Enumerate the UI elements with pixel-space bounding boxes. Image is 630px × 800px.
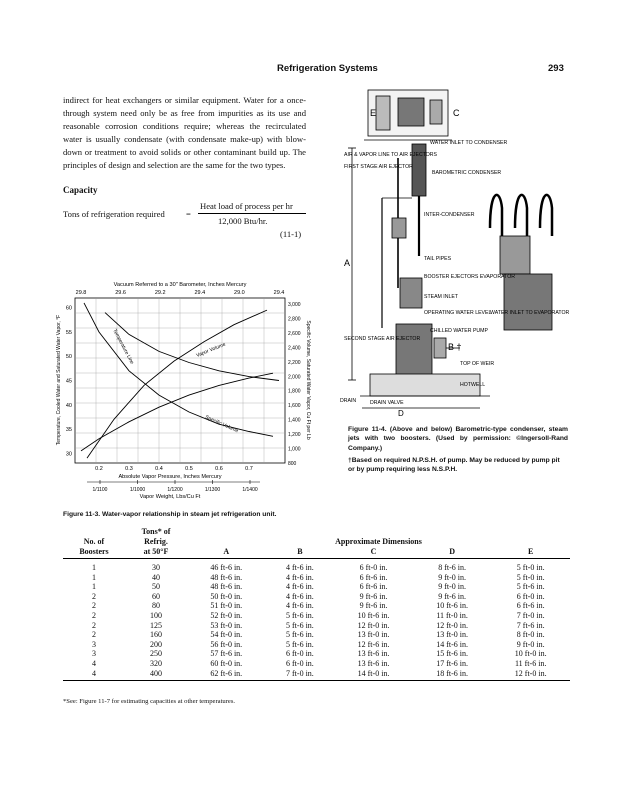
capacity-heading: Capacity xyxy=(63,185,98,195)
page-number: 293 xyxy=(548,63,564,74)
plan-ejector xyxy=(376,96,390,130)
table-cell: 6 ft-6 in. xyxy=(359,572,388,582)
x-tick-label: 0.4 xyxy=(155,466,163,472)
label-steam-inlet: STEAM INLET xyxy=(424,294,459,300)
right-tick-label: 1,200 xyxy=(288,432,301,439)
table-cell: 5 ft-6 in. xyxy=(286,639,314,649)
bottom-tick-label: 1/1200 xyxy=(167,487,183,493)
table-cell: 2 xyxy=(92,610,96,620)
table-row xyxy=(63,630,570,640)
figure-11-4-note: †Based on required N.P.S.H. of pump. May be reduced by pump pit or by pump requiring less N.S.P.H. xyxy=(348,457,560,474)
table-cell: 5 ft-6 in. xyxy=(516,582,545,592)
table-cell: 9 ft-0 in. xyxy=(516,639,545,649)
side-view-ejector xyxy=(500,236,530,274)
bottom-tick-label: 1/1400 xyxy=(242,487,258,493)
table-cell: 11 ft-0 in. xyxy=(436,610,468,620)
header-b: B xyxy=(266,547,335,559)
label-water-inlet-condenser: WATER INLET TO CONDENSER xyxy=(430,140,508,146)
label-first-stage: FIRST STAGE AIR EJECTOR xyxy=(344,164,413,170)
evaporator-body xyxy=(396,324,432,380)
chilled-water-pump xyxy=(434,338,446,358)
table-cell: 1 xyxy=(92,563,96,572)
equation-number: (11-1) xyxy=(280,229,302,239)
table-cell: 13 ft-6 in. xyxy=(357,658,390,668)
curve-label-specific-volume: Specific Volume xyxy=(204,414,240,435)
table-row xyxy=(63,669,570,681)
table-row xyxy=(63,659,570,669)
right-tick-label: 800 xyxy=(288,461,297,467)
header-d: D xyxy=(413,547,492,559)
table-cell: 48 ft-6 in. xyxy=(210,582,243,592)
table-cell: 54 ft-0 in. xyxy=(210,630,243,640)
table-cell: 160 xyxy=(150,630,162,640)
table-cell: 80 xyxy=(152,601,160,611)
label-tail-pipes: TAIL PIPES xyxy=(424,256,452,262)
right-tick-label: 1,800 xyxy=(288,388,301,395)
fraction-bar xyxy=(198,213,306,214)
header-tons-1: Tons* of xyxy=(141,527,171,536)
left-tick-label: 40 xyxy=(65,402,72,409)
figure-11-3-caption: Figure 11-3. Water-vapor relationship in steam jet refrigeration unit. xyxy=(63,511,277,518)
table-cell: 125 xyxy=(150,620,162,630)
right-ticks xyxy=(288,302,301,467)
table-row xyxy=(63,649,570,659)
table-cell: 12 ft-6 in. xyxy=(357,639,390,649)
label-second-stage: SECOND STAGE AIR EJECTOR xyxy=(344,336,421,342)
table-cell: 7 ft-6 in. xyxy=(516,620,545,630)
table-cell: 5 ft-6 in. xyxy=(286,630,314,640)
label-drain: DRAIN xyxy=(340,398,357,404)
inter-condenser xyxy=(392,218,406,238)
table-cell: 62 ft-6 in. xyxy=(187,669,266,681)
left-ticks xyxy=(66,306,72,458)
table-cell: 50 ft-0 in. xyxy=(210,591,243,601)
x-tick-label: 0.3 xyxy=(125,466,133,472)
table-cell: 51 ft-0 in. xyxy=(210,601,243,611)
table-row xyxy=(63,640,570,650)
body-paragraph: indirect for heat exchangers or similar equipment. Water for a once-through system need only be as free from impurities as its use and reasonable corrosion conditions require; whereas the recirculated water is usually condensate (with condensate make-up) with blow-down or treatment to avoid solids or other contaminant build up. The principles of design and selection are the same for the two types. xyxy=(63,95,306,170)
table-cell: 13 ft-6 in. xyxy=(357,649,390,659)
left-tick-label: 55 xyxy=(65,329,72,336)
right-tick-label: 2,600 xyxy=(288,330,301,337)
table-cell: 5 ft-0 in. xyxy=(516,563,545,572)
label-operating-water-level: OPERATING WATER LEVEL xyxy=(424,310,492,316)
table-row xyxy=(63,592,570,602)
top-tick-label: 29.4 xyxy=(273,290,285,296)
table-cell: 200 xyxy=(150,639,162,649)
label-air-vapor-line: AIR & VAPOR LINE TO AIR EJECTORS xyxy=(344,152,438,158)
top-axis-label: Vacuum Referred to a 30" Barometer, Inches Mercury xyxy=(113,282,247,288)
x-tick-label: 0.5 xyxy=(185,466,193,472)
table-cell: 6 ft-0 in. xyxy=(359,563,388,572)
top-tick-label: 29.2 xyxy=(154,290,166,296)
right-tick-label: 1,600 xyxy=(288,403,301,410)
table-cell: 11 ft-6 in. xyxy=(514,658,547,668)
curve-label-temperature: Temperature Line xyxy=(111,328,135,366)
header-tons-3: at 50°F xyxy=(125,547,187,559)
table-cell: 12 ft-0 in. xyxy=(491,669,570,681)
right-tick-label: 3,000 xyxy=(288,302,301,308)
equation-numerator: Heat load of process per hr xyxy=(200,201,293,211)
table-cell: 13 ft-0 in. xyxy=(436,630,468,640)
bottom-tick-label: 1/1100 xyxy=(92,487,108,493)
header-c: C xyxy=(334,547,413,559)
water-vapor-chart xyxy=(55,278,315,503)
top-tick-label: 29.8 xyxy=(75,290,87,296)
side-view-evaporator xyxy=(504,274,552,330)
label-c: C xyxy=(453,108,460,118)
left-tick-label: 45 xyxy=(65,378,72,385)
table-cell: 18 ft-6 in. xyxy=(413,669,492,681)
table-cell: 6 ft-0 in. xyxy=(286,658,314,668)
table-cell: 1 xyxy=(92,572,96,582)
table-cell: 57 ft-6 in. xyxy=(210,649,243,659)
table-cell: 9 ft-6 in. xyxy=(359,591,388,601)
table-cell: 8 ft-6 in. xyxy=(438,563,466,572)
table-cell: 8 ft-0 in. xyxy=(516,630,545,640)
right-tick-label: 2,800 xyxy=(288,316,301,323)
table-row xyxy=(63,611,570,621)
top-tick-label: 29.6 xyxy=(115,290,126,296)
header-approx-dimensions: Approximate Dimensions xyxy=(335,537,422,546)
table-footnote: *See: Figure 11-7 for estimating capacities at other temperatures. xyxy=(63,698,236,705)
table-cell: 60 ft-0 in. xyxy=(210,658,243,668)
table-cell: 13 ft-0 in. xyxy=(357,630,390,640)
header-a: A xyxy=(187,547,266,559)
table-cell: 6 ft-0 in. xyxy=(286,649,314,659)
table-cell: 15 ft-6 in. xyxy=(436,649,468,659)
right-tick-label: 1,000 xyxy=(288,446,301,453)
header-tons-2: Refrig. xyxy=(144,537,168,546)
side-view-pipes xyxy=(490,195,552,236)
table-cell: 12 ft-0 in. xyxy=(436,620,468,630)
y-axis-label-right: Specific Volume, Saturated Water Vapor, Cu Ft per Lb xyxy=(305,320,311,440)
x-tick-label: 0.7 xyxy=(245,466,253,472)
table-cell: 48 ft-6 in. xyxy=(210,572,243,582)
table-cell: 3 xyxy=(92,649,96,659)
table-cell: 14 ft-0 in. xyxy=(334,669,413,681)
bottom-tick-label: 1/1000 xyxy=(129,487,146,493)
right-tick-label: 2,000 xyxy=(288,374,301,381)
table-row xyxy=(63,582,570,592)
table-cell: 9 ft-0 in. xyxy=(438,572,466,582)
header-e: E xyxy=(491,547,570,559)
curve-label-vapor-volume: Vapor Volume xyxy=(195,341,227,359)
label-inter-condenser: INTER-CONDENSER xyxy=(424,212,475,218)
bottom-tick-label: 1/1300 xyxy=(204,487,221,493)
table-cell: 5 ft-6 in. xyxy=(286,620,314,630)
top-tick-label: 29.4 xyxy=(194,290,206,296)
label-water-inlet-evaporator: WATER INLET TO EVAPORATOR xyxy=(490,310,570,316)
table-row xyxy=(63,573,570,583)
label-b: B † xyxy=(448,342,462,352)
table-cell: 10 ft-6 in. xyxy=(357,610,390,620)
label-d: D xyxy=(398,409,404,418)
table-cell: 10 ft-6 in. xyxy=(436,601,468,611)
table-row xyxy=(63,601,570,611)
table-cell: 50 xyxy=(152,582,160,592)
table-cell: 9 ft-0 in. xyxy=(438,582,466,592)
table-cell: 2 xyxy=(92,591,96,601)
table-cell: 12 ft-0 in. xyxy=(357,620,390,630)
top-tick-label: 29.0 xyxy=(234,290,245,296)
equation-denominator: 12,000 Btu/hr. xyxy=(218,216,268,226)
table-cell: 320 xyxy=(150,658,162,668)
table-cell: 53 ft-0 in. xyxy=(210,620,243,630)
right-tick-label: 2,200 xyxy=(288,359,301,366)
table-cell: 2 xyxy=(92,630,96,640)
table-cell: 2 xyxy=(92,601,96,611)
table-cell: 6 ft-0 in. xyxy=(516,591,545,601)
table-cell: 5 ft-0 in. xyxy=(516,572,545,582)
label-drain-valve: DRAIN VALVE xyxy=(370,400,404,406)
right-tick-label: 1,400 xyxy=(288,417,301,424)
table-cell: 1 xyxy=(92,582,96,592)
table-cell: 40 xyxy=(152,572,160,582)
table-cell: 60 xyxy=(152,591,160,601)
label-a: A xyxy=(344,258,351,268)
table-cell: 10 ft-0 in. xyxy=(514,649,547,659)
left-tick-label: 50 xyxy=(65,354,72,361)
table-cell: 2 xyxy=(92,620,96,630)
barometric-condenser-diagram xyxy=(340,88,570,418)
table-cell: 3 xyxy=(92,639,96,649)
table-cell: 4 ft-6 in. xyxy=(286,563,314,572)
table-cell: 9 ft-6 in. xyxy=(438,591,466,601)
table-cell: 4 xyxy=(92,658,96,668)
table-cell: 17 ft-6 in. xyxy=(436,658,468,668)
top-ticks xyxy=(76,290,285,296)
left-tick-label: 35 xyxy=(65,427,72,434)
booster-ejector xyxy=(400,278,422,308)
table-cell: 4 ft-6 in. xyxy=(286,572,314,582)
table-cell: 6 ft-6 in. xyxy=(359,582,388,592)
equation-equals: = xyxy=(186,209,191,219)
plan-pump xyxy=(430,100,442,124)
table-cell: 9 ft-6 in. xyxy=(359,601,388,611)
label-booster-ejectors: BOOSTER EJECTORS EVAPORATOR xyxy=(424,274,515,280)
right-tick-label: 2,400 xyxy=(288,345,301,352)
left-tick-label: 60 xyxy=(65,305,72,312)
table-cell: 4 ft-6 in. xyxy=(286,582,314,592)
y-axis-label-left: Temperature, Cooled Water and Saturated Water Vapor, °F xyxy=(56,314,62,446)
table-cell: 7 ft-0 in. xyxy=(266,669,335,681)
table-cell: 14 ft-6 in. xyxy=(436,639,468,649)
header-boosters-1: No. of xyxy=(83,537,105,546)
table-cell: 30 xyxy=(152,563,160,572)
table-cell: 4 xyxy=(63,669,125,681)
left-tick-label: 30 xyxy=(65,451,72,458)
x-ticks xyxy=(95,466,253,472)
x-tick-label: 0.2 xyxy=(95,466,103,472)
dimensions-table xyxy=(63,527,570,681)
table-cell: 6 ft-6 in. xyxy=(516,601,545,611)
label-e: E xyxy=(370,108,377,118)
header-boosters-2: Boosters xyxy=(63,547,125,559)
equation-lhs: Tons of refrigeration required xyxy=(63,209,165,219)
x-axis-label: Absolute Vapor Pressure, Inches Mercury xyxy=(118,474,222,480)
x-tick-label: 0.6 xyxy=(215,466,223,472)
running-header-title: Refrigeration Systems xyxy=(277,63,378,74)
table-cell: 7 ft-0 in. xyxy=(516,610,545,620)
table-cell: 100 xyxy=(150,610,162,620)
plan-condenser xyxy=(398,98,424,126)
table-cell: 52 ft-0 in. xyxy=(210,610,243,620)
label-barometric-condenser: BAROMETRIC CONDENSER xyxy=(432,170,502,176)
label-top-of-weir: TOP OF WEIR xyxy=(460,361,495,367)
table-cell: 5 ft-6 in. xyxy=(286,610,314,620)
table-cell: 400 xyxy=(125,669,187,681)
table-row xyxy=(63,559,570,573)
label-hotwell: HOTWELL xyxy=(460,382,486,388)
table-cell: 56 ft-0 in. xyxy=(210,639,243,649)
table-cell: 4 ft-6 in. xyxy=(286,591,314,601)
table-cell: 4 ft-6 in. xyxy=(286,601,314,611)
table-row xyxy=(63,621,570,631)
label-chilled-water-pump: CHILLED WATER PUMP xyxy=(430,328,488,334)
table-cell: 46 ft-6 in. xyxy=(210,563,243,572)
bottom-axis-label: Vapor Weight, Lbs/Cu Ft xyxy=(139,494,201,500)
figure-11-4-caption: Figure 11-4. (Above and below) Barometric-type condenser, steam jets with two boosters. (Used by permission: ©Ingersoll-Rand Company.) xyxy=(348,426,568,452)
table-cell: 250 xyxy=(150,649,162,659)
